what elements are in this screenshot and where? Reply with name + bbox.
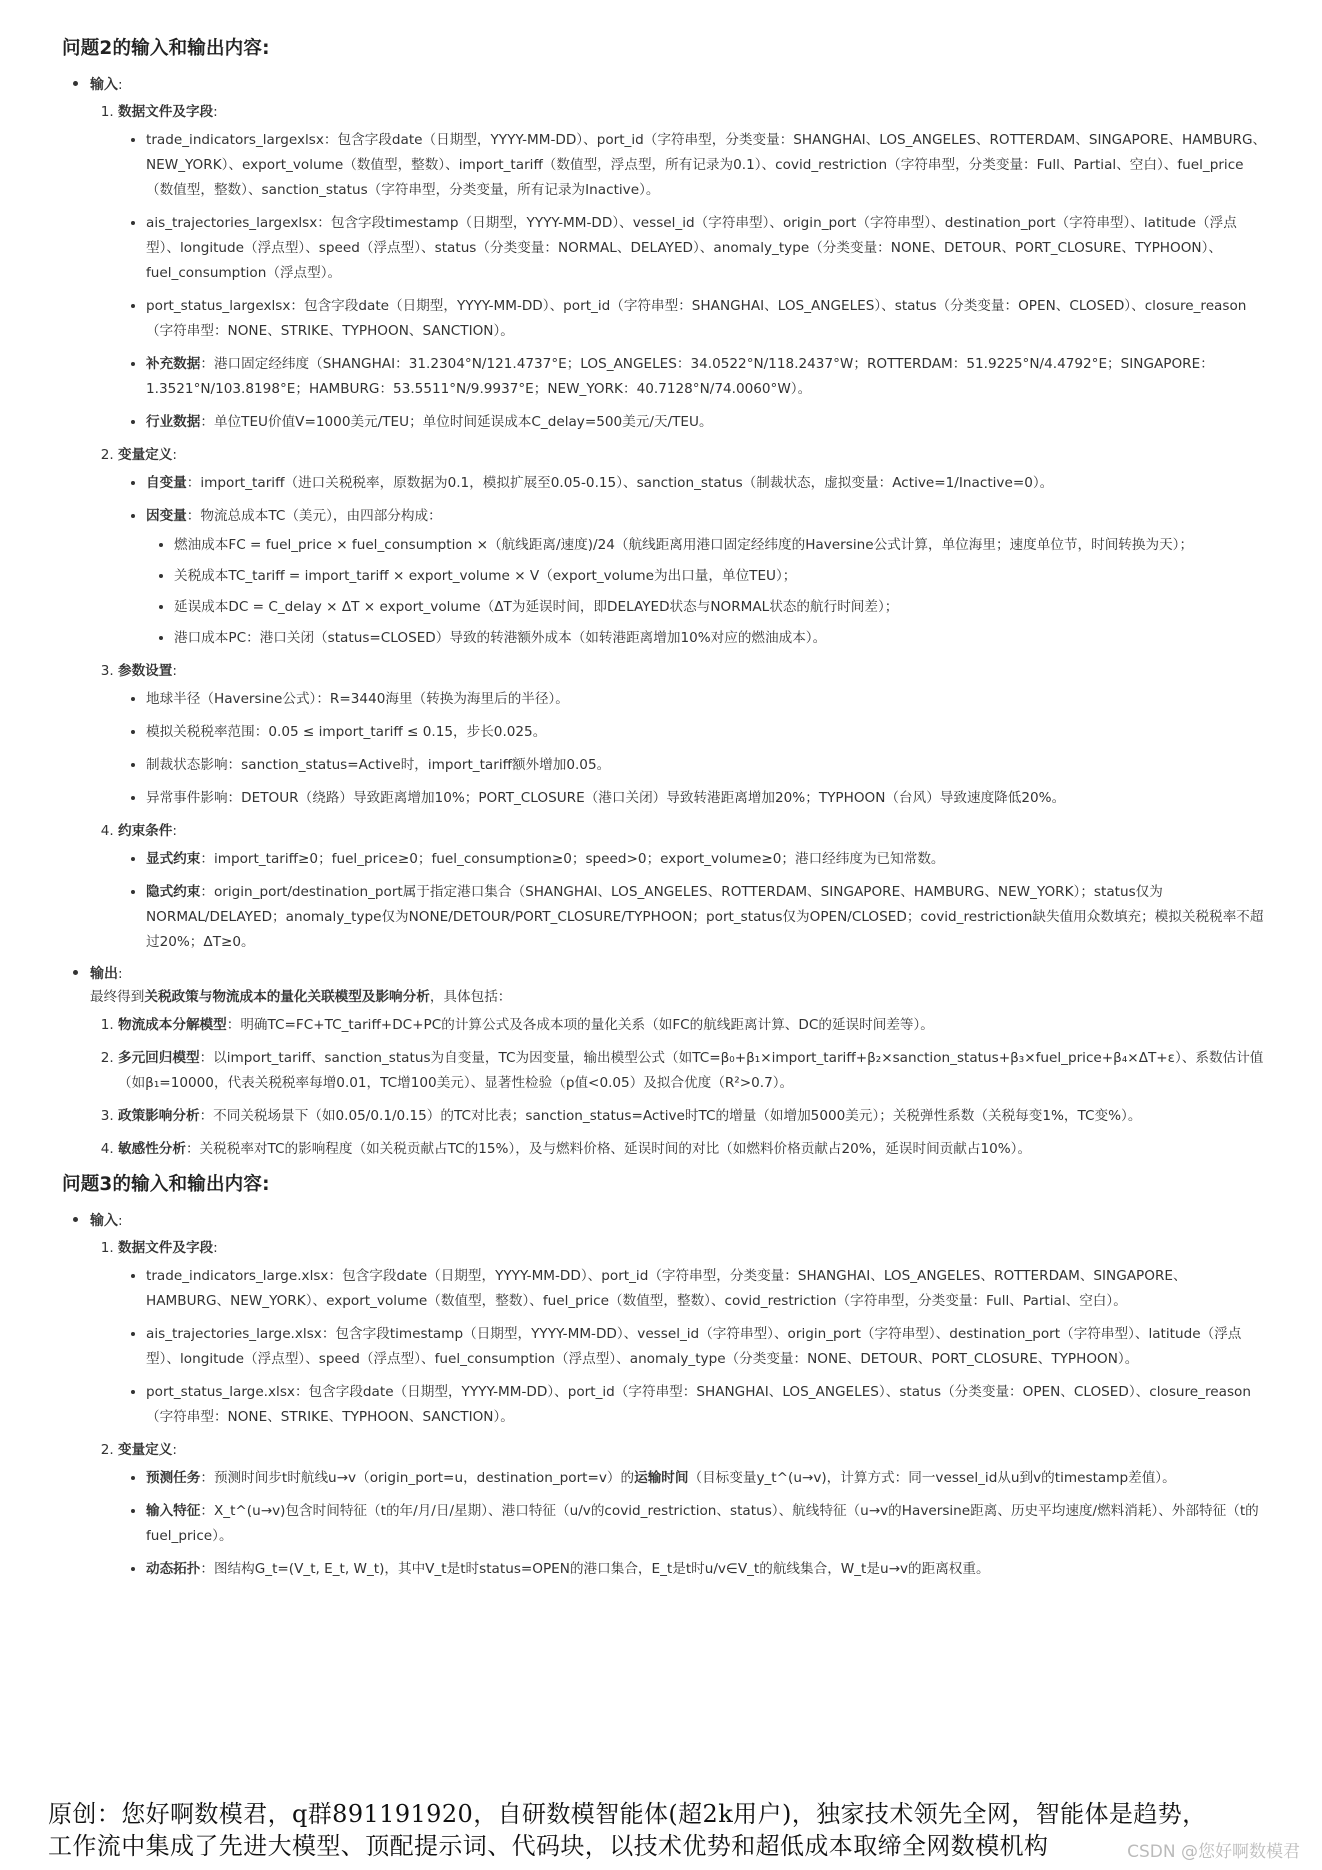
dynamic-topology [146,1557,1267,1582]
param-tariff-range: • 模拟关税税率范围：0.05 ≤ import_tariff ≤ 0.15，步长0.025。 [146,720,1267,745]
section2-output [90,963,1267,1162]
task-target-label: 运输时间 [634,1470,689,1486]
intro-pre: 最终得到 [90,989,145,1005]
vars-label: 变量定义 [118,447,173,463]
output-item-text: ：不同关税场景下（如0.05/0.1/0.15）的TC对比表；sanction_status=Active时TC的增量（如增加5000美元）；关税弹性系数（关税每变1%，TC变%）。 [199,1108,1142,1124]
section3-input [90,1210,1267,1582]
files-colon: : [213,1240,218,1256]
output-item-text: ：以import_tariff、sanction_status为自变量，TC为因变量，输出模型公式（如TC=β₀+β₁×import_tariff+β₂×sanction_status+β₃×fuel_price+β₄×ΔT+ε）、系数估计值（如β₁=10000，代表关税税率每增0.01，TC增100美元）、显著性检验（p值<0.05）及拟合优度（R²>0.7）。 [118,1050,1264,1091]
independent-variable [146,471,1267,496]
csdn-watermark: CSDN @您好啊数模君 [1127,1842,1300,1862]
implicit-label: 隐式约束 [146,884,201,900]
output-item-text: ：关税税率对TC的影响程度（如关税贡献占TC的15%），及与燃料价格、延误时间的对比（如燃料价格贡献占20%，延误时间贡献占10%）。 [185,1141,1032,1157]
file-trade-indicators [146,128,1267,203]
delay-cost: • 延误成本DC = C_delay × ΔT × export_volume（ΔT为延误时间，即DELAYED状态与NORMAL状态的航行时间差）； [174,595,1267,620]
document-body [62,34,1267,1590]
dependent-variable [146,504,1267,651]
topology-label: 动态拓扑 [146,1561,201,1577]
footer-line2: 工作流中集成了先进大模型、顶配提示词、代码块，以技术优势和超低成本取缔全网数模机构 [48,1832,1049,1860]
output-intro [90,985,1267,1009]
files-list [118,128,1267,435]
file-desc: port_status_largexlsx：包含字段date（日期型，YYYY-MM-DD）、port_id（字符串型：SHANGHAI、LOS_ANGELES）、status（分类变量：OPEN、CLOSED）、closure_reason（字符串型：NONE、STRIKE、TYPHOON、SANCTION）。 [146,298,1247,339]
param-sanction: • 制裁状态影响：sanction_status=Active时，import_tariff额外增加0.05。 [146,753,1267,778]
implicit-text: ：origin_port/destination_port属于指定港口集合（SHANGHAI、LOS_ANGELES、ROTTERDAM、SINGAPORE、HAMBURG、NEW_YORK）；status仅为NORMAL/DELAYED；anomaly_type仅为NONE/DETOUR/PORT_CLOSURE/TYPHOON；port_status仅为OPEN/CLOSED；covid_restriction缺失值用众数填充；模拟关税税率不超过20%；ΔT≥0。 [146,884,1264,950]
files-label: 数据文件及字段 [118,1240,214,1256]
file-desc: trade_indicators_largexlsx：包含字段date（日期型，YYYY-MM-DD）、port_id（字符串型，分类变量：SHANGHAI、LOS_ANGELES、ROTTERDAM、SINGAPORE、HAMBURG、NEW_YORK）、export_volume（数值型，整数）、import_tariff（数值型，浮点型，所有记录为0.1）、covid_restriction（字符串型，分类变量：Full、Partial、空白）、fuel_price（数值型，整数）、sanction_status（字符串型，分类变量，所有记录为Inactive）。 [146,132,1267,198]
files-item [118,1236,1267,1430]
constraints-item [118,819,1267,955]
output-sensitivity [118,1137,1267,1162]
fuel-cost: • 燃油成本FC = fuel_price × fuel_consumption ×（航线距离/速度)/24（航线距离用港口固定经纬度的Haversine公式计算，单位海里；速度单位节，时间转换为天）； [174,533,1267,558]
vars-colon: : [172,447,177,463]
constraints-colon: : [172,823,177,839]
port-cost: • 港口成本PC：港口关闭（status=CLOSED）导致的转港额外成本（如转港距离增加10%对应的燃油成本）。 [174,626,1267,651]
footer-overlay-text [48,1798,1288,1862]
implicit-constraints [146,880,1267,955]
output-list [90,1013,1267,1162]
tariff-cost: • 关税成本TC_tariff = import_tariff × export_volume × V（export_volume为出口量，单位TEU）； [174,564,1267,589]
cost-components [146,533,1267,651]
dep-text: ：物流总成本TC（美元），由四部分构成： [186,508,442,524]
output-item-text: ：明确TC=FC+TC_tariff+DC+PC的计算公式及各成本项的量化关系（如FC的航线距离计算、DC的延误时间差等）。 [226,1017,934,1033]
output-regression [118,1046,1267,1096]
input-label: 输入 [90,1213,118,1229]
vars-label: 变量定义 [118,1442,173,1458]
section2-list [62,74,1267,1162]
features-label: 输入特征 [146,1503,201,1519]
files-label: 数据文件及字段 [118,104,214,120]
explicit-label: 显式约束 [146,851,201,867]
params-item [118,659,1267,811]
output-policy-analysis [118,1104,1267,1129]
intro-bold: 关税政策与物流成本的量化关联模型及影响分析 [144,989,430,1005]
params-colon: : [172,663,177,679]
vars-item [118,443,1267,651]
industry-text: ：单位TEU价值V=1000美元/TEU；单位时间延误成本C_delay=500美元/天/TEU。 [200,414,713,430]
section2-input [90,74,1267,955]
param-earth-radius: • 地球半径（Haversine公式）：R=3440海里（转换为海里后的半径）。 [146,687,1267,712]
intro-post: ，具体包括： [429,989,512,1005]
input-label: 输入 [90,77,118,93]
indep-text: ：import_tariff（进口关税税率，原数据为0.1，模拟扩展至0.05-0.15）、sanction_status（制裁状态，虚拟变量：Active=1/Inactive=0）。 [186,475,1054,491]
vars-item [118,1438,1267,1582]
output-colon: : [118,966,123,982]
dep-label: 因变量 [146,508,187,524]
section3-list [62,1210,1267,1582]
file-ais-trajectories: • ais_trajectories_large.xlsx：包含字段timestamp（日期型，YYYY-MM-DD）、vessel_id（字符串型）、origin_port（字符串型）、destination_port（字符串型）、latitude（浮点型）、longitude（浮点型）、speed（浮点型）、fuel_consumption（浮点型）、anomaly_type（分类变量：NONE、DETOUR、PORT_CLOSURE、TYPHOON）。 [146,1322,1267,1372]
input-colon: : [118,77,123,93]
output-item-label: 物流成本分解模型 [118,1017,227,1033]
param-anomaly: • 异常事件影响：DETOUR（绕路）导致距离增加10%；PORT_CLOSURE（港口关闭）导致转港距离增加20%；TYPHOON（台风）导致速度降低20%。 [146,786,1267,811]
files-list [118,1264,1267,1430]
file-port-status [146,294,1267,344]
constraints-list [118,847,1267,955]
files-colon: : [213,104,218,120]
vars-list [118,1466,1267,1582]
section2-title: 问题2的输入和输出内容: [62,38,270,59]
supplementary-text: ：港口固定经纬度（SHANGHAI：31.2304°N/121.4737°E；LOS_ANGELES：34.0522°N/118.2437°W；ROTTERDAM：51.9225°N/4.4792°E；SINGAPORE：1.3521°N/103.8198°E；HAMBURG：53.5511°N/9.9937°E；NEW_YORK：40.7128°N/74.0060°W）。 [146,356,1214,397]
vars-list [118,471,1267,651]
input-sublist [90,1236,1267,1582]
input-features [146,1499,1267,1549]
input-colon: : [118,1213,123,1229]
output-item-label: 政策影响分析 [118,1108,200,1124]
topology-text: ：图结构G_t=(V_t, E_t, W_t)，其中V_t是t时status=OPEN的港口集合，E_t是t时u/v∈V_t的航线集合，W_t是u→v的距离权重。 [200,1561,990,1577]
files-item [118,100,1267,435]
task-label: 预测任务 [146,1470,201,1486]
supplementary-data [146,352,1267,402]
section3-title: 问题3的输入和输出内容: [62,1174,270,1195]
industry-label: 行业数据 [146,414,201,430]
file-desc: ais_trajectories_largexlsx：包含字段timestamp（日期型，YYYY-MM-DD）、vessel_id（字符串型）、origin_port（字符串型）、destination_port（字符串型）、latitude（浮点型）、longitude（浮点型）、speed（浮点型）、status（分类变量：NORMAL、DELAYED）、anomaly_type（分类变量：NONE、DETOUR、PORT_CLOSURE、TYPHOON）、fuel_consumption（浮点型）。 [146,215,1237,281]
file-port-status: • port_status_large.xlsx：包含字段date（日期型，YYYY-MM-DD）、port_id（字符串型：SHANGHAI、LOS_ANGELES）、status（分类变量：OPEN、CLOSED）、closure_reason（字符串型：NONE、STRIKE、TYPHOON、SANCTION）。 [146,1380,1267,1430]
params-list [118,687,1267,811]
output-cost-model [118,1013,1267,1038]
params-label: 参数设置 [118,663,173,679]
prediction-task [146,1466,1267,1491]
vars-colon: : [172,1442,177,1458]
file-ais-trajectories [146,211,1267,286]
industry-data [146,410,1267,435]
task-text2: （目标变量y_t^(u→v)，计算方式：同一vessel_id从u到v的timestamp差值）。 [688,1470,1176,1486]
input-sublist [90,100,1267,955]
supplementary-label: 补充数据 [146,356,201,372]
footer-line1: 原创：您好啊数模君，q群891191920，自研数模智能体(超2k用户)，独家技术领先全网，智能体是趋势， [48,1800,1207,1828]
output-item-label: 多元回归模型 [118,1050,200,1066]
explicit-constraints [146,847,1267,872]
output-label: 输出 [90,966,118,982]
output-item-label: 敏感性分析 [118,1141,186,1157]
explicit-text: ：import_tariff≥0；fuel_price≥0；fuel_consumption≥0；speed>0；export_volume≥0；港口经纬度为已知常数。 [200,851,945,867]
features-text: ：X_t^(u→v)包含时间特征（t的年/月/日/星期）、港口特征（u/v的covid_restriction、status）、航线特征（u→v的Haversine距离、历史平均速度/燃料消耗）、外部特征（t的fuel_price）。 [146,1503,1259,1544]
indep-label: 自变量 [146,475,187,491]
task-text: ：预测时间步t时航线u→v（origin_port=u，destination_port=v）的 [200,1470,635,1486]
file-trade-indicators: • trade_indicators_large.xlsx：包含字段date（日期型，YYYY-MM-DD）、port_id（字符串型，分类变量：SHANGHAI、LOS_ANGELES、ROTTERDAM、SINGAPORE、HAMBURG、NEW_YORK）、export_volume（数值型，整数）、fuel_price（数值型，整数）、covid_restriction（字符串型，分类变量：Full、Partial、空白）。 [146,1264,1267,1314]
constraints-label: 约束条件 [118,823,173,839]
